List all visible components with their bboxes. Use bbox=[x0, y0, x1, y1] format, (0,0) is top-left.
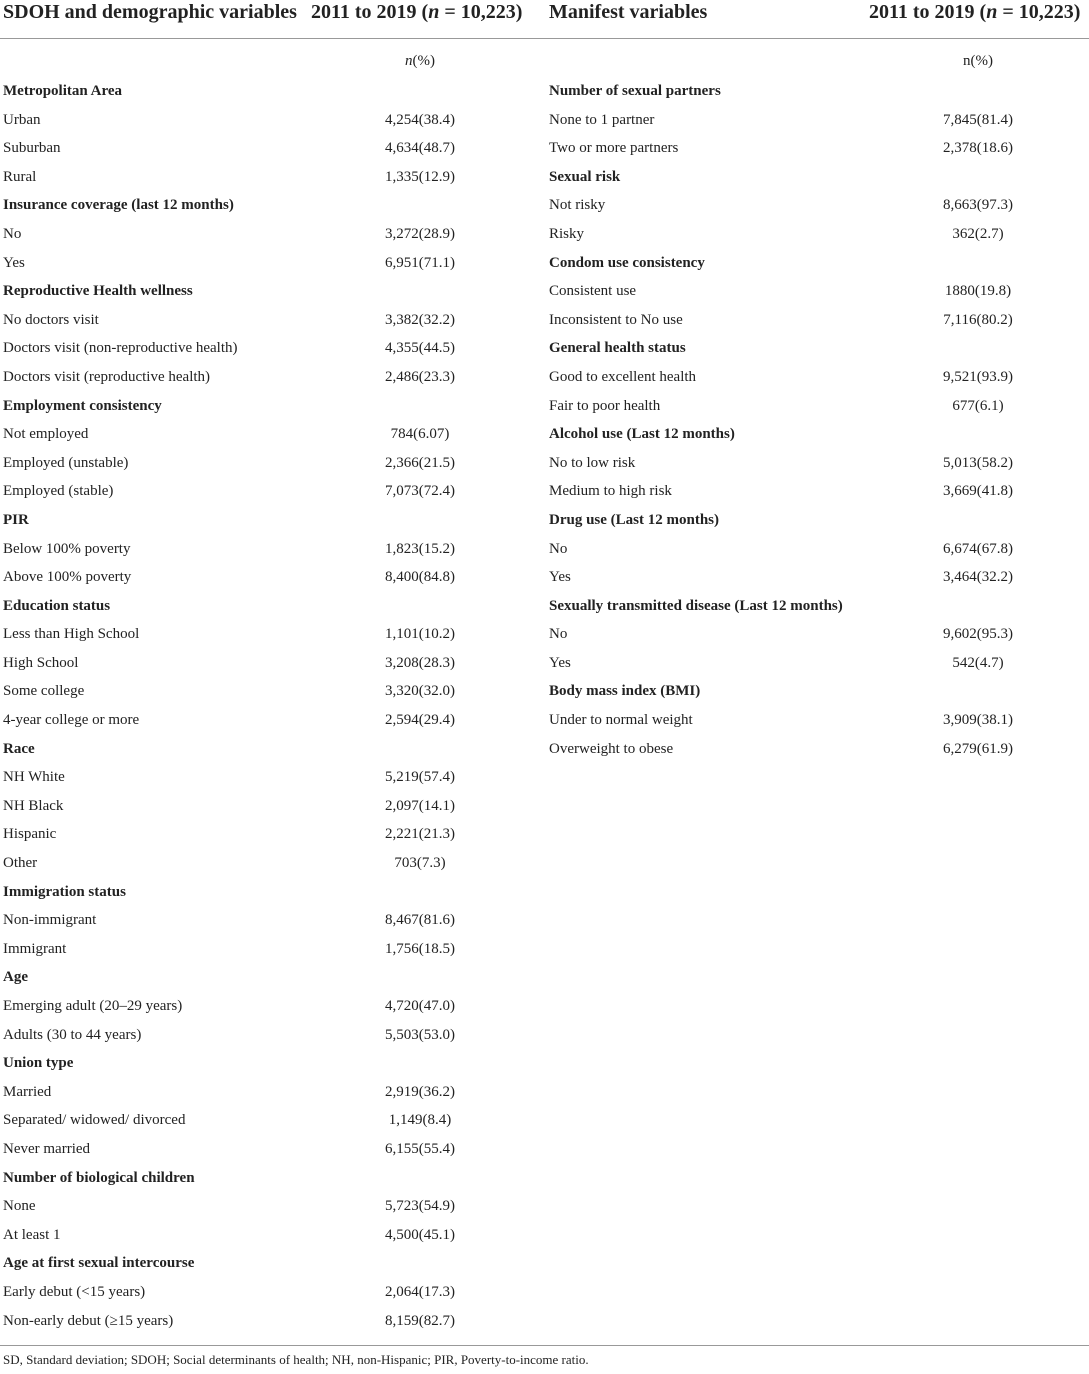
section-label: Education status bbox=[3, 597, 111, 614]
row-value: 7,845(81.4) bbox=[943, 111, 1013, 128]
row-label: Employed (unstable) bbox=[3, 454, 129, 471]
table-row bbox=[0, 792, 540, 821]
row-label: Good to excellent health bbox=[549, 368, 697, 385]
table-row bbox=[546, 106, 1089, 135]
row-label: High School bbox=[3, 654, 79, 671]
row-label: Non-immigrant bbox=[3, 912, 97, 929]
row-label: Doctors visit (reproductive health) bbox=[3, 368, 211, 385]
table-row bbox=[0, 563, 540, 592]
table-row bbox=[0, 106, 540, 135]
row-value: 1880(19.8) bbox=[944, 283, 1012, 300]
table-row bbox=[546, 363, 1089, 392]
right-count-header-pre: 2011 to 2019 ( bbox=[869, 1, 987, 23]
row-value: 2,064(17.3) bbox=[385, 1283, 455, 1300]
right-count-header-post: = 10,223) bbox=[997, 1, 1081, 23]
section-label: Number of sexual partners bbox=[549, 83, 721, 99]
section-label: Immigration status bbox=[3, 883, 126, 900]
row-label: Never married bbox=[3, 1140, 91, 1157]
row-label: Yes bbox=[3, 254, 25, 271]
row-value: 3,382(32.2) bbox=[385, 311, 455, 328]
table-row bbox=[0, 420, 540, 449]
row-label: No bbox=[3, 225, 22, 242]
right-table-body bbox=[546, 77, 1089, 763]
row-label: Employed (stable) bbox=[3, 483, 114, 500]
row-label: 4-year college or more bbox=[3, 712, 140, 729]
table-row bbox=[546, 191, 1089, 220]
row-value: 8,400(84.8) bbox=[385, 569, 455, 586]
section-header-row bbox=[546, 249, 1089, 278]
table-row bbox=[0, 477, 540, 506]
row-value: 3,669(41.8) bbox=[943, 483, 1013, 500]
row-label: Consistent use bbox=[549, 283, 637, 300]
table-row bbox=[546, 535, 1089, 564]
left-table-body bbox=[0, 77, 540, 1335]
table-row bbox=[0, 935, 540, 964]
section-header-row bbox=[546, 77, 1089, 106]
row-value: 2,594(29.4) bbox=[385, 712, 455, 729]
row-label: No bbox=[549, 540, 568, 557]
table-row bbox=[546, 620, 1089, 649]
row-label: No to low risk bbox=[549, 454, 636, 471]
left-count-header bbox=[311, 0, 522, 26]
table-row bbox=[0, 820, 540, 849]
row-value: 3,464(32.2) bbox=[943, 569, 1013, 586]
row-value: 9,602(95.3) bbox=[943, 626, 1013, 643]
row-value: 6,674(67.8) bbox=[943, 540, 1013, 557]
row-value: 6,951(71.1) bbox=[385, 254, 455, 271]
table-row bbox=[0, 163, 540, 192]
left-count-header-pre: 2011 to 2019 ( bbox=[311, 1, 429, 23]
right-count-header bbox=[869, 0, 1080, 26]
section-header-row bbox=[0, 878, 540, 907]
footer-rule bbox=[0, 1345, 1089, 1346]
row-value: 6,155(55.4) bbox=[385, 1140, 455, 1157]
table-row bbox=[0, 1307, 540, 1336]
row-value: 6,279(61.9) bbox=[943, 740, 1013, 757]
table-row bbox=[546, 563, 1089, 592]
right-subheader: n(%) bbox=[963, 53, 993, 69]
table-row bbox=[0, 1221, 540, 1250]
section-label: Race bbox=[3, 740, 35, 757]
table-row bbox=[546, 477, 1089, 506]
section-header-row bbox=[0, 77, 540, 106]
row-label: Below 100% poverty bbox=[3, 540, 131, 557]
table-row bbox=[546, 649, 1089, 678]
row-label: Medium to high risk bbox=[549, 483, 672, 500]
row-label: At least 1 bbox=[3, 1226, 61, 1243]
row-label: None to 1 partner bbox=[549, 111, 655, 128]
section-label: Condom use consistency bbox=[549, 254, 705, 271]
row-value: 5,723(54.9) bbox=[385, 1198, 455, 1215]
row-value: 362(2.7) bbox=[952, 225, 1004, 242]
section-label: Drug use (Last 12 months) bbox=[549, 511, 720, 528]
table-row bbox=[0, 1021, 540, 1050]
section-header-row bbox=[0, 1164, 540, 1193]
section-header-row bbox=[546, 677, 1089, 706]
section-label: Body mass index (BMI) bbox=[549, 683, 701, 700]
row-label: Separated/ widowed/ divorced bbox=[3, 1112, 186, 1129]
left-subheader-n: n bbox=[405, 53, 413, 69]
table-row bbox=[0, 620, 540, 649]
table-row bbox=[0, 1278, 540, 1307]
section-header-row bbox=[546, 506, 1089, 535]
header-rule bbox=[0, 38, 1089, 39]
row-label: NH Black bbox=[3, 797, 64, 814]
row-value: 1,101(10.2) bbox=[385, 626, 455, 643]
table-row bbox=[546, 306, 1089, 335]
row-label: Not risky bbox=[549, 197, 606, 214]
row-label: Overweight to obese bbox=[549, 740, 674, 757]
row-value: 1,823(15.2) bbox=[385, 540, 455, 557]
row-value: 2,378(18.6) bbox=[943, 140, 1013, 157]
table-row bbox=[546, 706, 1089, 735]
section-header-row bbox=[546, 420, 1089, 449]
row-label: Suburban bbox=[3, 140, 61, 157]
left-variable-header: SDOH and demographic variables bbox=[3, 1, 297, 23]
row-label: None bbox=[3, 1198, 36, 1215]
row-label: Early debut (<15 years) bbox=[3, 1283, 146, 1300]
row-value: 542(4.7) bbox=[952, 654, 1004, 671]
section-header-row bbox=[0, 191, 540, 220]
table-row bbox=[546, 220, 1089, 249]
section-label: Metropolitan Area bbox=[3, 83, 123, 99]
row-value: 3,320(32.0) bbox=[385, 683, 455, 700]
row-label: Less than High School bbox=[3, 626, 140, 643]
section-label: Age bbox=[3, 969, 28, 986]
row-value: 2,097(14.1) bbox=[385, 797, 455, 814]
row-label: Hispanic bbox=[3, 826, 57, 843]
table-row bbox=[0, 706, 540, 735]
table-row bbox=[0, 306, 540, 335]
row-label: Yes bbox=[549, 569, 571, 586]
row-value: 7,116(80.2) bbox=[943, 311, 1013, 328]
section-header-row bbox=[0, 1049, 540, 1078]
row-value: 3,909(38.1) bbox=[943, 712, 1013, 729]
row-value: 3,208(28.3) bbox=[385, 654, 455, 671]
row-label: Not employed bbox=[3, 426, 89, 443]
row-value: 8,159(82.7) bbox=[385, 1312, 455, 1329]
section-label: Reproductive Health wellness bbox=[3, 283, 193, 300]
table-row bbox=[0, 649, 540, 678]
table-row bbox=[0, 1135, 540, 1164]
table-row bbox=[0, 334, 540, 363]
section-header-row bbox=[546, 163, 1089, 192]
row-value: 4,634(48.7) bbox=[385, 140, 455, 157]
table-row bbox=[0, 134, 540, 163]
table-row bbox=[546, 449, 1089, 478]
row-label: Under to normal weight bbox=[549, 712, 693, 729]
section-header-row bbox=[546, 592, 1089, 621]
row-value: 4,500(45.1) bbox=[385, 1226, 455, 1243]
section-header-row bbox=[0, 277, 540, 306]
row-value: 784(6.07) bbox=[390, 426, 450, 443]
row-value: 1,756(18.5) bbox=[385, 940, 455, 957]
section-header-row bbox=[546, 334, 1089, 363]
table-row bbox=[546, 134, 1089, 163]
table-row bbox=[0, 1078, 540, 1107]
row-label: No bbox=[549, 626, 568, 643]
table-row bbox=[0, 1192, 540, 1221]
left-subheader bbox=[370, 53, 470, 70]
table-row bbox=[0, 220, 540, 249]
row-label: Above 100% poverty bbox=[3, 569, 132, 586]
row-label: Two or more partners bbox=[549, 140, 679, 157]
section-label: PIR bbox=[3, 511, 29, 528]
section-header-row bbox=[0, 392, 540, 421]
section-header-row bbox=[0, 1249, 540, 1278]
section-header-row bbox=[0, 735, 540, 764]
row-value: 3,272(28.9) bbox=[385, 225, 455, 242]
table-row bbox=[0, 677, 540, 706]
left-subheader-pct: (%) bbox=[412, 53, 435, 69]
section-label: Sexually transmitted disease (Last 12 months) bbox=[549, 597, 843, 614]
row-value: 5,013(58.2) bbox=[943, 454, 1013, 471]
section-label: Employment consistency bbox=[3, 397, 162, 414]
row-value: 9,521(93.9) bbox=[943, 368, 1013, 385]
row-label: Inconsistent to No use bbox=[549, 311, 683, 328]
row-label: Emerging adult (20–29 years) bbox=[3, 998, 183, 1014]
row-value: 677(6.1) bbox=[952, 397, 1004, 414]
section-header-row bbox=[0, 963, 540, 992]
table-row bbox=[546, 392, 1089, 421]
table-row bbox=[0, 992, 540, 1021]
row-value: 8,663(97.3) bbox=[943, 197, 1013, 214]
row-label: Yes bbox=[549, 654, 571, 671]
section-label: Union type bbox=[3, 1055, 74, 1072]
row-label: Doctors visit (non-reproductive health) bbox=[3, 340, 238, 357]
table-row bbox=[0, 249, 540, 278]
table-row bbox=[0, 906, 540, 935]
table-row bbox=[0, 363, 540, 392]
row-value: 2,486(23.3) bbox=[385, 368, 455, 385]
row-value: 4,720(47.0) bbox=[385, 998, 455, 1014]
row-label: Non-early debut (≥15 years) bbox=[3, 1312, 174, 1329]
row-label: Urban bbox=[3, 111, 41, 128]
table-row bbox=[0, 535, 540, 564]
row-value: 703(7.3) bbox=[394, 855, 446, 872]
row-label: Risky bbox=[549, 225, 585, 242]
section-label: Alcohol use (Last 12 months) bbox=[549, 426, 735, 443]
table-row bbox=[546, 277, 1089, 306]
left-count-header-n: n bbox=[428, 1, 440, 23]
table-footnote: SD, Standard deviation; SDOH; Social determinants of health; NH, non-Hispanic; PIR, Poverty-to-income ratio. bbox=[3, 1352, 589, 1367]
table-row bbox=[0, 763, 540, 792]
row-value: 1,149(8.4) bbox=[388, 1112, 452, 1129]
row-value: 4,355(44.5) bbox=[385, 340, 455, 357]
row-value: 2,221(21.3) bbox=[385, 826, 455, 843]
table-row bbox=[0, 849, 540, 878]
right-count-header-n: n bbox=[986, 1, 998, 23]
row-label: Adults (30 to 44 years) bbox=[3, 1026, 142, 1043]
row-value: 1,335(12.9) bbox=[385, 168, 455, 185]
section-label: Sexual risk bbox=[549, 168, 621, 185]
row-value: 2,366(21.5) bbox=[385, 454, 455, 471]
table-row bbox=[546, 735, 1089, 764]
row-label: Some college bbox=[3, 683, 85, 700]
left-count-header-post: = 10,223) bbox=[439, 1, 523, 23]
row-label: Immigrant bbox=[3, 940, 67, 957]
table-row bbox=[0, 449, 540, 478]
row-label: No doctors visit bbox=[3, 311, 99, 328]
row-label: Rural bbox=[3, 168, 37, 185]
row-value: 5,219(57.4) bbox=[385, 769, 455, 786]
row-label: Other bbox=[3, 855, 38, 872]
section-label: Age at first sexual intercourse bbox=[3, 1255, 195, 1272]
section-label: Number of biological children bbox=[3, 1169, 195, 1186]
table-row bbox=[0, 1106, 540, 1135]
row-value: 4,254(38.4) bbox=[385, 111, 455, 128]
row-label: Married bbox=[3, 1083, 52, 1100]
row-label: NH White bbox=[3, 769, 65, 786]
row-value: 5,503(53.0) bbox=[385, 1026, 455, 1043]
row-label: Fair to poor health bbox=[549, 397, 661, 414]
section-header-row bbox=[0, 592, 540, 621]
row-value: 7,073(72.4) bbox=[385, 483, 455, 500]
row-value: 2,919(36.2) bbox=[385, 1083, 455, 1100]
section-header-row bbox=[0, 506, 540, 535]
row-value: 8,467(81.6) bbox=[385, 912, 455, 929]
section-label: General health status bbox=[549, 340, 686, 357]
right-variable-header: Manifest variables bbox=[549, 1, 708, 23]
section-label: Insurance coverage (last 12 months) bbox=[3, 197, 234, 214]
